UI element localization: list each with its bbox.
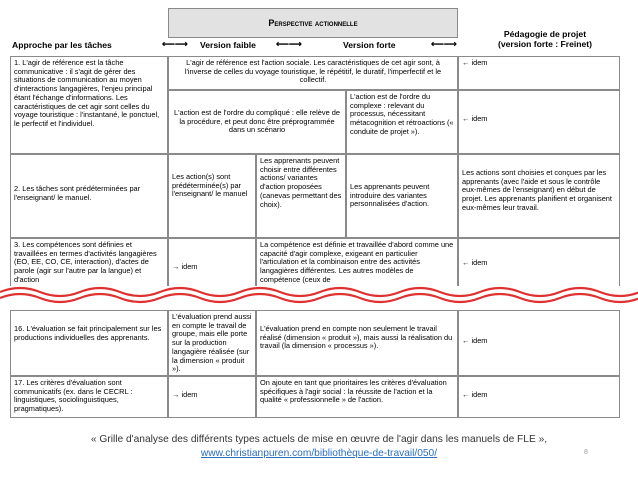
header-perspective: Perspective actionnelle: [168, 8, 458, 38]
row1-pedagogie-a: ← idem: [458, 56, 620, 90]
header-pedagogie-title: Pédagogie de projet: [503, 29, 587, 39]
row1-approche: 1. L'agir de référence est la tâche communicative : il s'agit de gérer des situations de communication au moyen d'interactions langagières, l'enjeu principal étant l'échange d'informations. Les caractéristiques de cet agir sont celles du voyage touristique : l'instantané, le ponctuel, le perfectif et l'individuel.: [10, 56, 168, 154]
row2-faible-b: Les apprenants peuvent choisir entre différentes actions/ variantes d'action proposées (canevas permettant des choix).: [256, 154, 346, 238]
row3-faible: → idem: [168, 238, 256, 290]
row2-pedagogie: Les actions sont choisies et conçues par les apprenants (avec l'aide et sous le contrôle eux-mêmes de l'enseignant) en début de projet. Les apprenants planifient et organisent eux-mêmes leur travail.: [458, 154, 620, 238]
header-approche: Approche par les tâches: [12, 40, 112, 50]
analysis-grid: [10, 8, 620, 418]
header-version-faible: Version faible: [200, 40, 256, 50]
header-version-forte: Version forte: [343, 40, 396, 50]
row2-approche: 2. Les tâches sont prédéterminées par l'enseignant/ le manuel.: [10, 154, 168, 238]
row3-pedagogie: ← idem: [458, 238, 620, 290]
row1-faible: L'action est de l'ordre du compliqué : elle relève de la procédure, et peut donc être préprogrammée dans un scénario: [168, 90, 346, 154]
row2-faible-a: Les action(s) sont prédéterminée(s) par l'enseignant/ le manuel: [168, 154, 256, 238]
row3-approche: 3. Les compétences sont définies et travaillées en termes d'activités langagières (EO, EE, CO, CE, interaction), d'actes de parole (agir sur l'autre par la langue) et d'action: [10, 238, 168, 290]
row16-pedagogie: ← idem: [458, 310, 620, 376]
row1-forte: L'action est de l'ordre du complexe : relevant du processus, nécessitant métacognition et rétroactions (« conduite de projet »).: [346, 90, 458, 154]
caption-text: « Grille d'analyse des différents types actuels de mise en œuvre de l'agir dans les manuels de FLE »,: [90, 434, 548, 445]
cut-divider: [0, 280, 638, 310]
row16-forte: L'évaluation prend en compte non seulement le travail réalisé (dimension « produit »), mais aussi la réalisation du travail (la dimension « processus »).: [256, 310, 458, 376]
row17-pedagogie: ← idem: [458, 376, 620, 418]
header-pedagogie: [470, 29, 620, 49]
double-arrow-icon: ⟵⟶: [162, 39, 188, 49]
header-pedagogie-sub: (version forte : Freinet): [497, 39, 593, 49]
page-number: 8: [584, 449, 588, 456]
row3-span: La compétence est définie et travaillée d'abord comme une capacité d'agir complexe, exigeant en particulier l'articulation et la combinaison entre des activités langagières différentes. Les autres modèles de compétence (ceux de: [256, 238, 458, 290]
double-arrow-icon: ⟵⟶: [431, 39, 457, 49]
row16-faible: L'évaluation prend aussi en compte le travail de groupe, mais elle porte sur la production langagière réalisée (sur la dimension « produit »).: [168, 310, 256, 376]
double-arrow-icon: ⟵⟶: [276, 39, 302, 49]
row17-faible: → idem: [168, 376, 256, 418]
row17-approche: 17. Les critères d'évaluation sont communicatifs (ex. dans le CECRL : linguistiques, sociolinguistiques, pragmatiques).: [10, 376, 168, 418]
row16-approche: 16. L'évaluation se fait principalement sur les productions individuelles des apprenants.: [10, 310, 168, 376]
row1-span: L'agir de référence est l'action sociale. Les caractéristiques de cet agir sont, à l'inverse de celles du voyage touristique, le répétitif, le duratif, l'imperfectif et le collectif.: [168, 56, 458, 90]
caption-link[interactable]: www.christianpuren.com/bibliothèque-de-travail/050/: [200, 448, 438, 459]
row2-forte: Les apprenants peuvent introduire des variantes personnalisées d'action.: [346, 154, 458, 238]
row1-pedagogie-b: ← idem: [458, 90, 620, 154]
row17-span: On ajoute en tant que prioritaires les critères d'évaluation spécifiques à l'agir social : la réussite de l'action et la qualité « professionnelle » de l'action.: [256, 376, 458, 418]
caption: [0, 433, 638, 461]
